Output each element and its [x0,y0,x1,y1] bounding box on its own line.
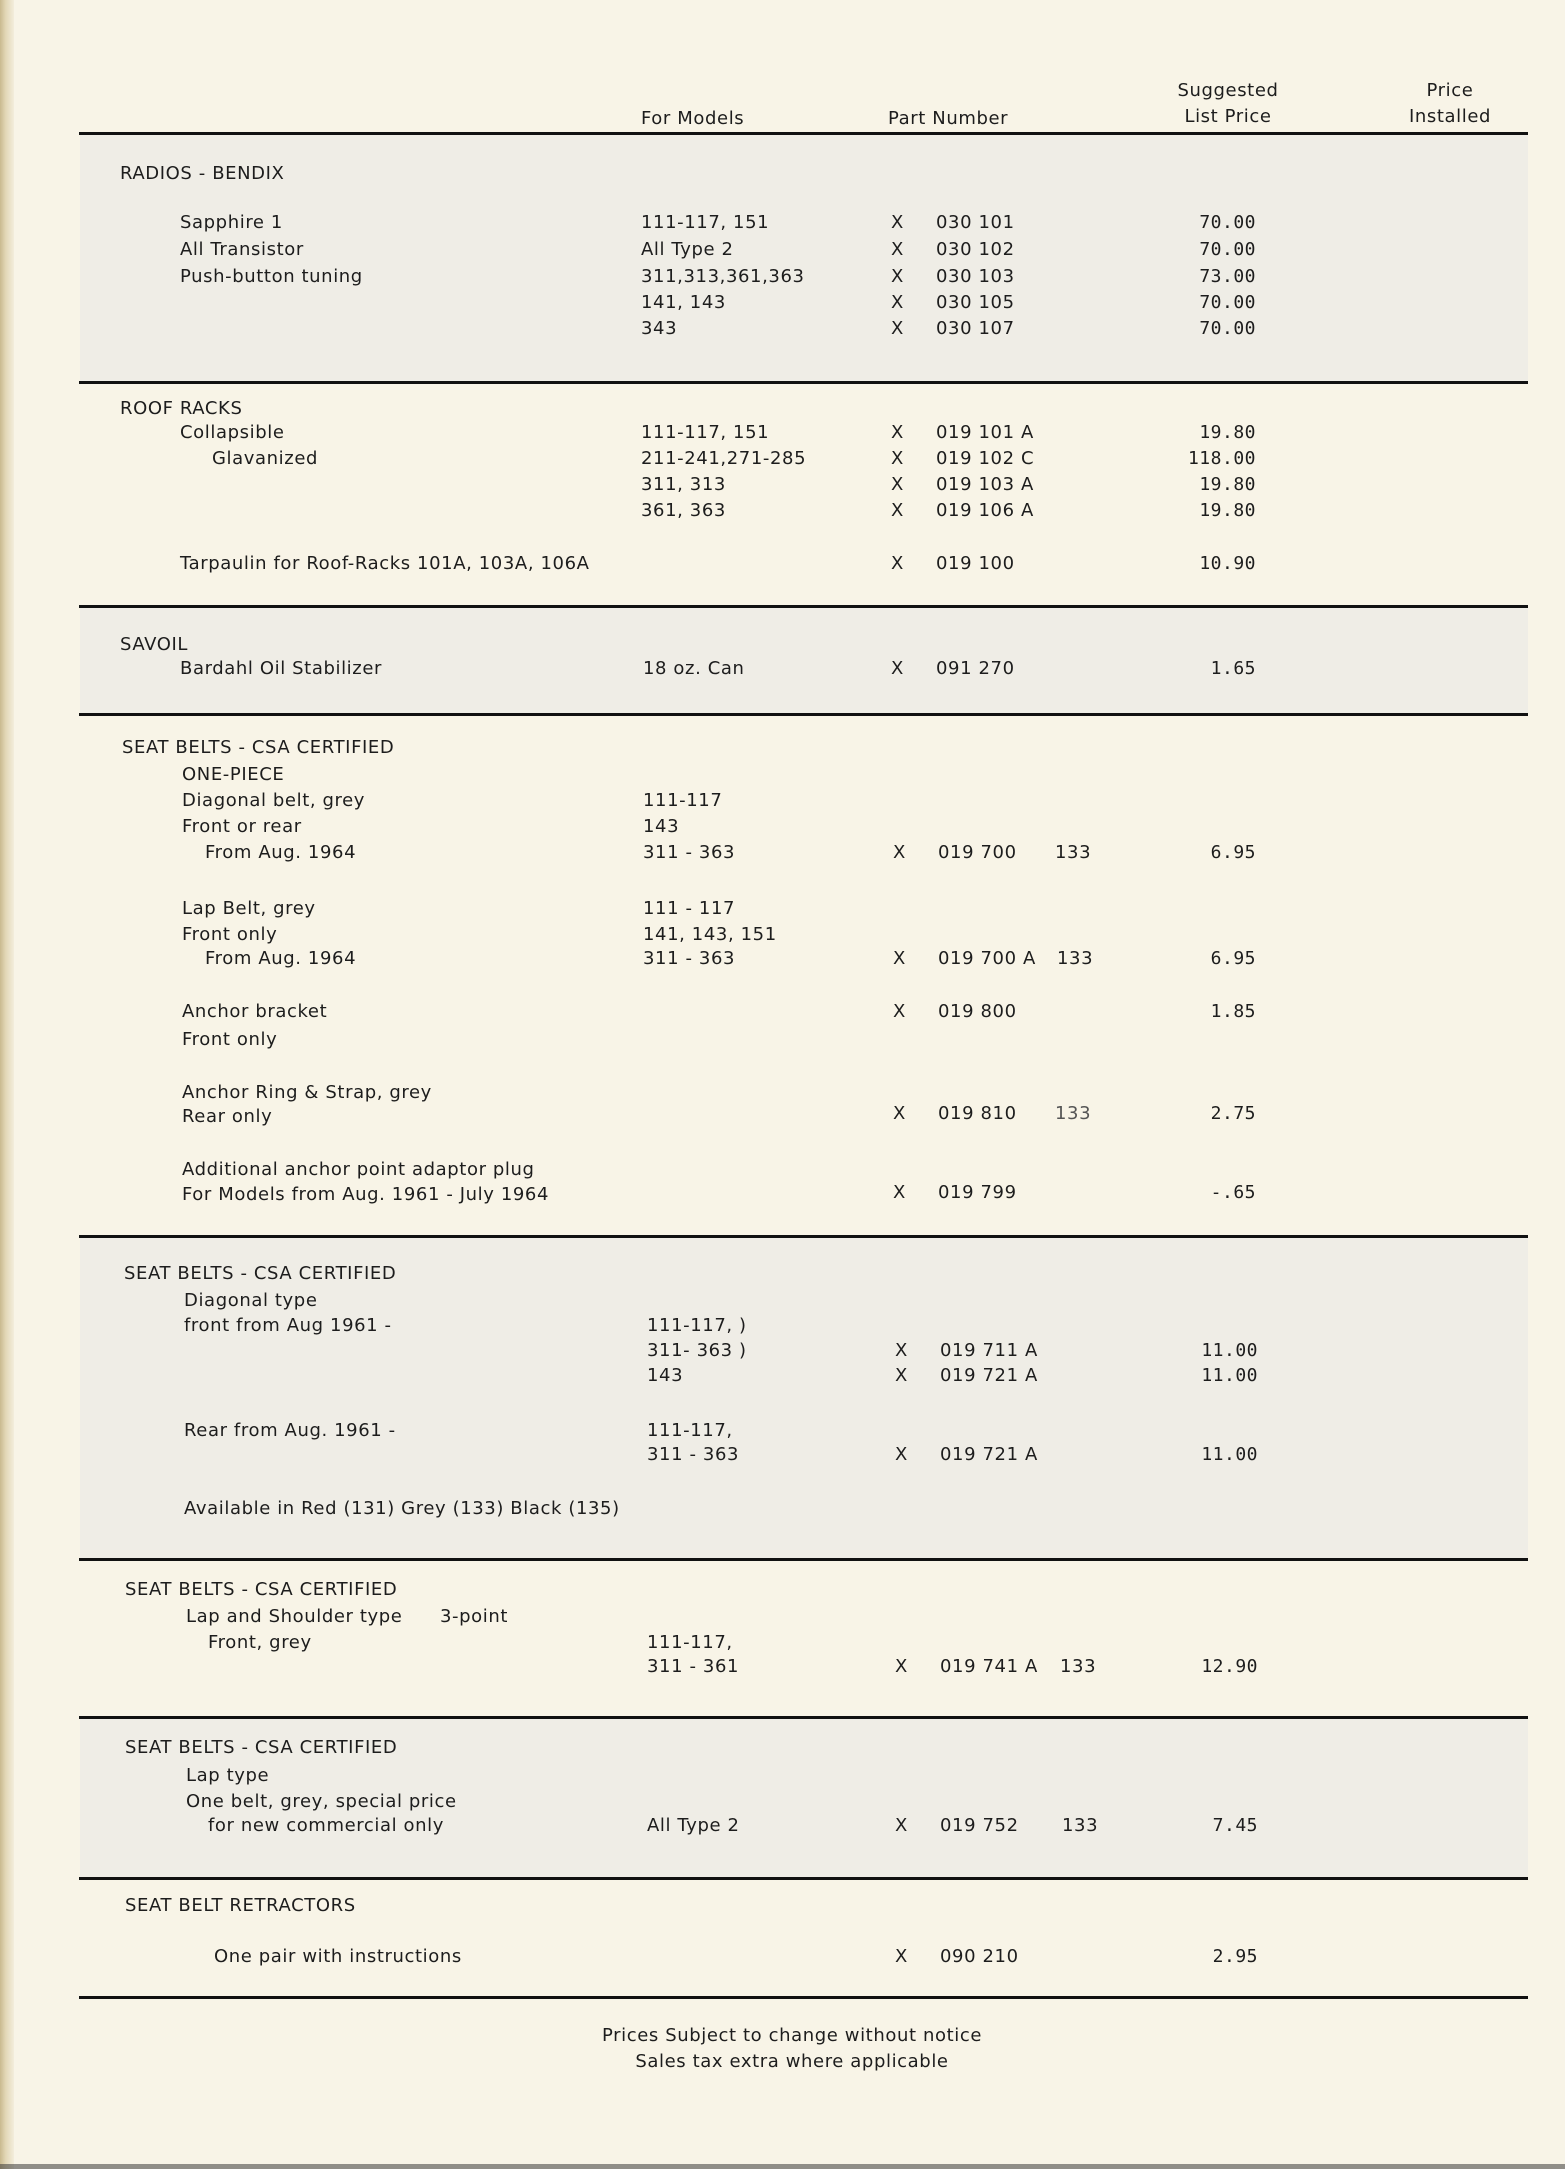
section-rule [79,1558,1528,1561]
price: 2.95 [1212,1946,1258,1967]
part-number: 019 721 A [940,1444,1038,1465]
models: All Type 2 [641,239,734,260]
item-desc: Available in Red (131) Grey (133) Black (135) [184,1498,620,1519]
price: 19.80 [1199,474,1256,495]
header-installed: Installed [1408,106,1492,127]
item-desc: Front or rear [182,816,302,837]
page-binding-edge [0,0,14,2169]
models: 111-117, [647,1420,733,1441]
price: 19.80 [1199,422,1256,443]
section-title: SEAT BELTS - CSA CERTIFIED [124,1263,397,1284]
item-desc: Lap Belt, grey [182,898,316,919]
part-number: 030 102 [936,239,1015,260]
models: 311 - 363 [643,948,736,969]
part-number: 019 800 [938,1001,1017,1022]
price: 6.95 [1210,842,1256,863]
header-list-price: List Price [1184,106,1272,127]
models: 141, 143, 151 [643,924,777,945]
section-title: SEAT BELTS - CSA CERTIFIED [122,737,395,758]
part-number: 091 270 [936,658,1015,679]
section-title: SEAT BELT RETRACTORS [125,1895,356,1916]
price: 73.00 [1199,266,1256,287]
section-rule [79,1996,1528,1999]
item-desc: Rear only [182,1106,273,1127]
section-rule [79,713,1528,716]
item-desc: Rear from Aug. 1961 - [184,1420,396,1441]
item-desc: Lap and Shoulder type [186,1606,403,1627]
footer-note-tax: Sales tax extra where applicable [635,2051,949,2072]
section-title: RADIOS - BENDIX [120,163,285,184]
models: 311 - 363 [647,1444,740,1465]
part-prefix: X [895,1444,908,1465]
models: 361, 363 [641,500,726,521]
price: 11.00 [1201,1340,1258,1361]
part-number: 030 103 [936,266,1015,287]
price: 12.90 [1201,1656,1258,1677]
item-desc-note: 3-point [440,1606,509,1627]
part-prefix: X [895,1340,908,1361]
item-desc: Anchor bracket [182,1001,328,1022]
part-prefix: X [891,658,904,679]
part-number: 019 711 A [940,1340,1038,1361]
page-bottom-edge [0,2164,1565,2169]
section-rule [79,381,1528,384]
price: 1.65 [1210,658,1256,679]
item-desc: One pair with instructions [214,1946,462,1967]
header-price: Price [1426,80,1474,101]
item-desc: From Aug. 1964 [205,842,357,863]
part-number: 019 102 C [936,448,1035,469]
part-number: 019 700 [938,842,1017,863]
models: 211-241,271-285 [641,448,807,469]
section-rule [79,1877,1528,1880]
item-desc: Bardahl Oil Stabilizer [180,658,383,679]
models: 111-117, ) [647,1315,747,1336]
item-desc: Lap type [186,1765,270,1786]
models: 311 - 363 [643,842,736,863]
models: 141, 143 [641,292,726,313]
part-prefix: X [891,500,904,521]
models: 311 - 361 [647,1656,740,1677]
models: 311, 313 [641,474,726,495]
item-desc: ONE-PIECE [182,764,285,785]
part-number: 030 101 [936,212,1015,233]
models: 111-117, [647,1632,733,1653]
part-prefix: X [891,553,904,574]
models: 311,313,361,363 [641,266,805,287]
item-desc: One belt, grey, special price [186,1791,457,1812]
item-desc: front from Aug 1961 - [184,1315,392,1336]
models: 143 [647,1365,684,1386]
item-desc: Diagonal type [184,1290,318,1311]
models: 143 [643,816,680,837]
price: 70.00 [1199,239,1256,260]
part-prefix: X [891,239,904,260]
price: -.65 [1210,1182,1256,1203]
item-desc: for new commercial only [208,1815,444,1836]
part-prefix: X [895,1656,908,1677]
section-title: SEAT BELTS - CSA CERTIFIED [125,1737,398,1758]
part-prefix: X [891,474,904,495]
part-prefix: X [891,266,904,287]
models: 111-117, 151 [641,212,770,233]
footer-note-prices: Prices Subject to change without notice [601,2025,983,2046]
models: 111-117, 151 [641,422,770,443]
price: 70.00 [1199,212,1256,233]
part-prefix: X [891,292,904,313]
color-code: 133 [1057,948,1094,969]
models: 311- 363 ) [647,1340,747,1361]
price: 70.00 [1199,292,1256,313]
section-title: SAVOIL [120,634,189,655]
price: 2.75 [1210,1103,1256,1124]
header-part-number: Part Number [888,108,1009,129]
part-number: 019 810 [938,1103,1017,1124]
price: 19.80 [1199,500,1256,521]
part-prefix: X [895,1815,908,1836]
part-prefix: X [893,1182,906,1203]
price: 7.45 [1212,1815,1258,1836]
price: 1.85 [1210,1001,1256,1022]
item-desc: Collapsible [180,422,285,443]
part-number: 019 799 [938,1182,1017,1203]
color-code: 133 [1060,1656,1097,1677]
models: 343 [641,318,678,339]
models: 111-117 [643,790,723,811]
price: 118.00 [1187,448,1256,469]
part-prefix: X [891,422,904,443]
item-desc: Push-button tuning [180,266,363,287]
header-for-models: For Models [641,108,745,129]
item-desc: Tarpaulin for Roof-Racks 101A, 103A, 106A [180,553,590,574]
part-number: 019 752 [940,1815,1019,1836]
color-code: 133 [1062,1815,1099,1836]
part-number: 019 106 A [936,500,1034,521]
item-desc: Front only [182,1029,278,1050]
part-number: 019 700 A [938,948,1036,969]
price: 6.95 [1210,948,1256,969]
part-prefix: X [895,1946,908,1967]
part-prefix: X [895,1365,908,1386]
models: All Type 2 [647,1815,740,1836]
part-prefix: X [893,1103,906,1124]
part-prefix: X [893,842,906,863]
part-prefix: X [891,448,904,469]
part-number: 030 107 [936,318,1015,339]
section-title: SEAT BELTS - CSA CERTIFIED [125,1579,398,1600]
models: 18 oz. Can [643,658,745,679]
item-desc: Anchor Ring & Strap, grey [182,1082,432,1103]
part-number: 019 741 A [940,1656,1038,1677]
item-desc: Front, grey [208,1632,312,1653]
models: 111 - 117 [643,898,736,919]
price: 11.00 [1201,1444,1258,1465]
part-prefix: X [893,1001,906,1022]
item-desc: Diagonal belt, grey [182,790,366,811]
part-prefix: X [893,948,906,969]
price: 10.90 [1199,553,1256,574]
item-desc: All Transistor [180,239,304,260]
part-number: 019 100 [936,553,1015,574]
part-number: 030 105 [936,292,1015,313]
part-number: 019 103 A [936,474,1034,495]
item-desc: For Models from Aug. 1961 - July 1964 [182,1184,550,1205]
item-desc: Sapphire 1 [180,212,283,233]
item-desc: Glavanized [212,448,319,469]
price: 70.00 [1199,318,1256,339]
item-desc: From Aug. 1964 [205,948,357,969]
part-prefix: X [891,318,904,339]
part-prefix: X [891,212,904,233]
item-desc: Additional anchor point adaptor plug [182,1159,535,1180]
price: 11.00 [1201,1365,1258,1386]
color-code: 133 [1055,842,1092,863]
header-suggested: Suggested [1177,80,1279,101]
item-desc: Front only [182,924,278,945]
part-number: 090 210 [940,1946,1019,1967]
color-code: 133 [1055,1103,1092,1124]
section-title: ROOF RACKS [120,398,243,419]
part-number: 019 101 A [936,422,1034,443]
part-number: 019 721 A [940,1365,1038,1386]
